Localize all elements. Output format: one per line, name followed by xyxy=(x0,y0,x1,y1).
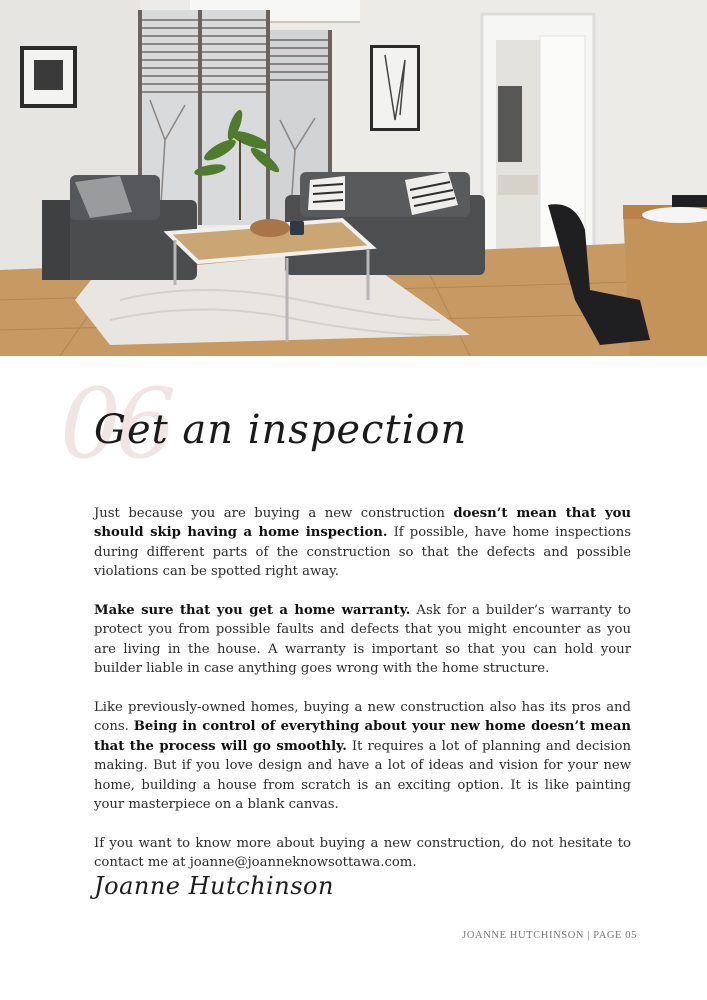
section-number: 06 xyxy=(60,368,171,480)
paragraph-emphasis: doesn’t mean that you should skip having a home inspection. xyxy=(94,506,631,541)
paragraph-emphasis: Make sure that you get a home warranty. xyxy=(94,603,411,619)
paragraph-text: If you want to know more about buying a new construction, do not hesitate to contact me at joanne@joanneknowsottawa.com. xyxy=(94,835,631,871)
body-text xyxy=(94,504,631,892)
paragraph-emphasis: Being in control of everything about your new home doesn’t mean that the process will go smoothly. xyxy=(94,719,631,754)
paragraph-text: Ask for a builder’s warranty to protect you from possible faults and defects that you might encounter as you are living in the house. A warranty is important so that you can hold your builder liable in case anything goes wrong with the home structure. xyxy=(94,603,631,677)
paragraph-text: If possible, have home inspections during different parts of the construction so that the defects and possible violations can be spotted right away. xyxy=(94,525,631,580)
signature: Joanne Hutchinson xyxy=(94,872,334,900)
section-heading xyxy=(60,368,580,494)
paragraph xyxy=(94,504,631,582)
paragraph-text: Just because you are buying a new construction xyxy=(94,506,454,521)
paragraph-text: Like previously-owned homes, buying a new construction also has its pros and cons. xyxy=(94,700,631,735)
paragraph xyxy=(94,698,631,814)
paragraph xyxy=(94,834,631,873)
page-footer: JOANNE HUTCHINSON | PAGE 05 xyxy=(462,930,637,941)
paragraph-text: It requires a lot of planning and decision making. But if you love design and have a lot of ideas and vision for your new home, building a house from scratch is an exciting option. It is like painting your masterpiece on a blank canvas. xyxy=(94,738,631,813)
section-title: Get an inspection xyxy=(94,407,468,453)
paragraph xyxy=(94,601,631,679)
hero-photo-living-room xyxy=(0,0,707,356)
